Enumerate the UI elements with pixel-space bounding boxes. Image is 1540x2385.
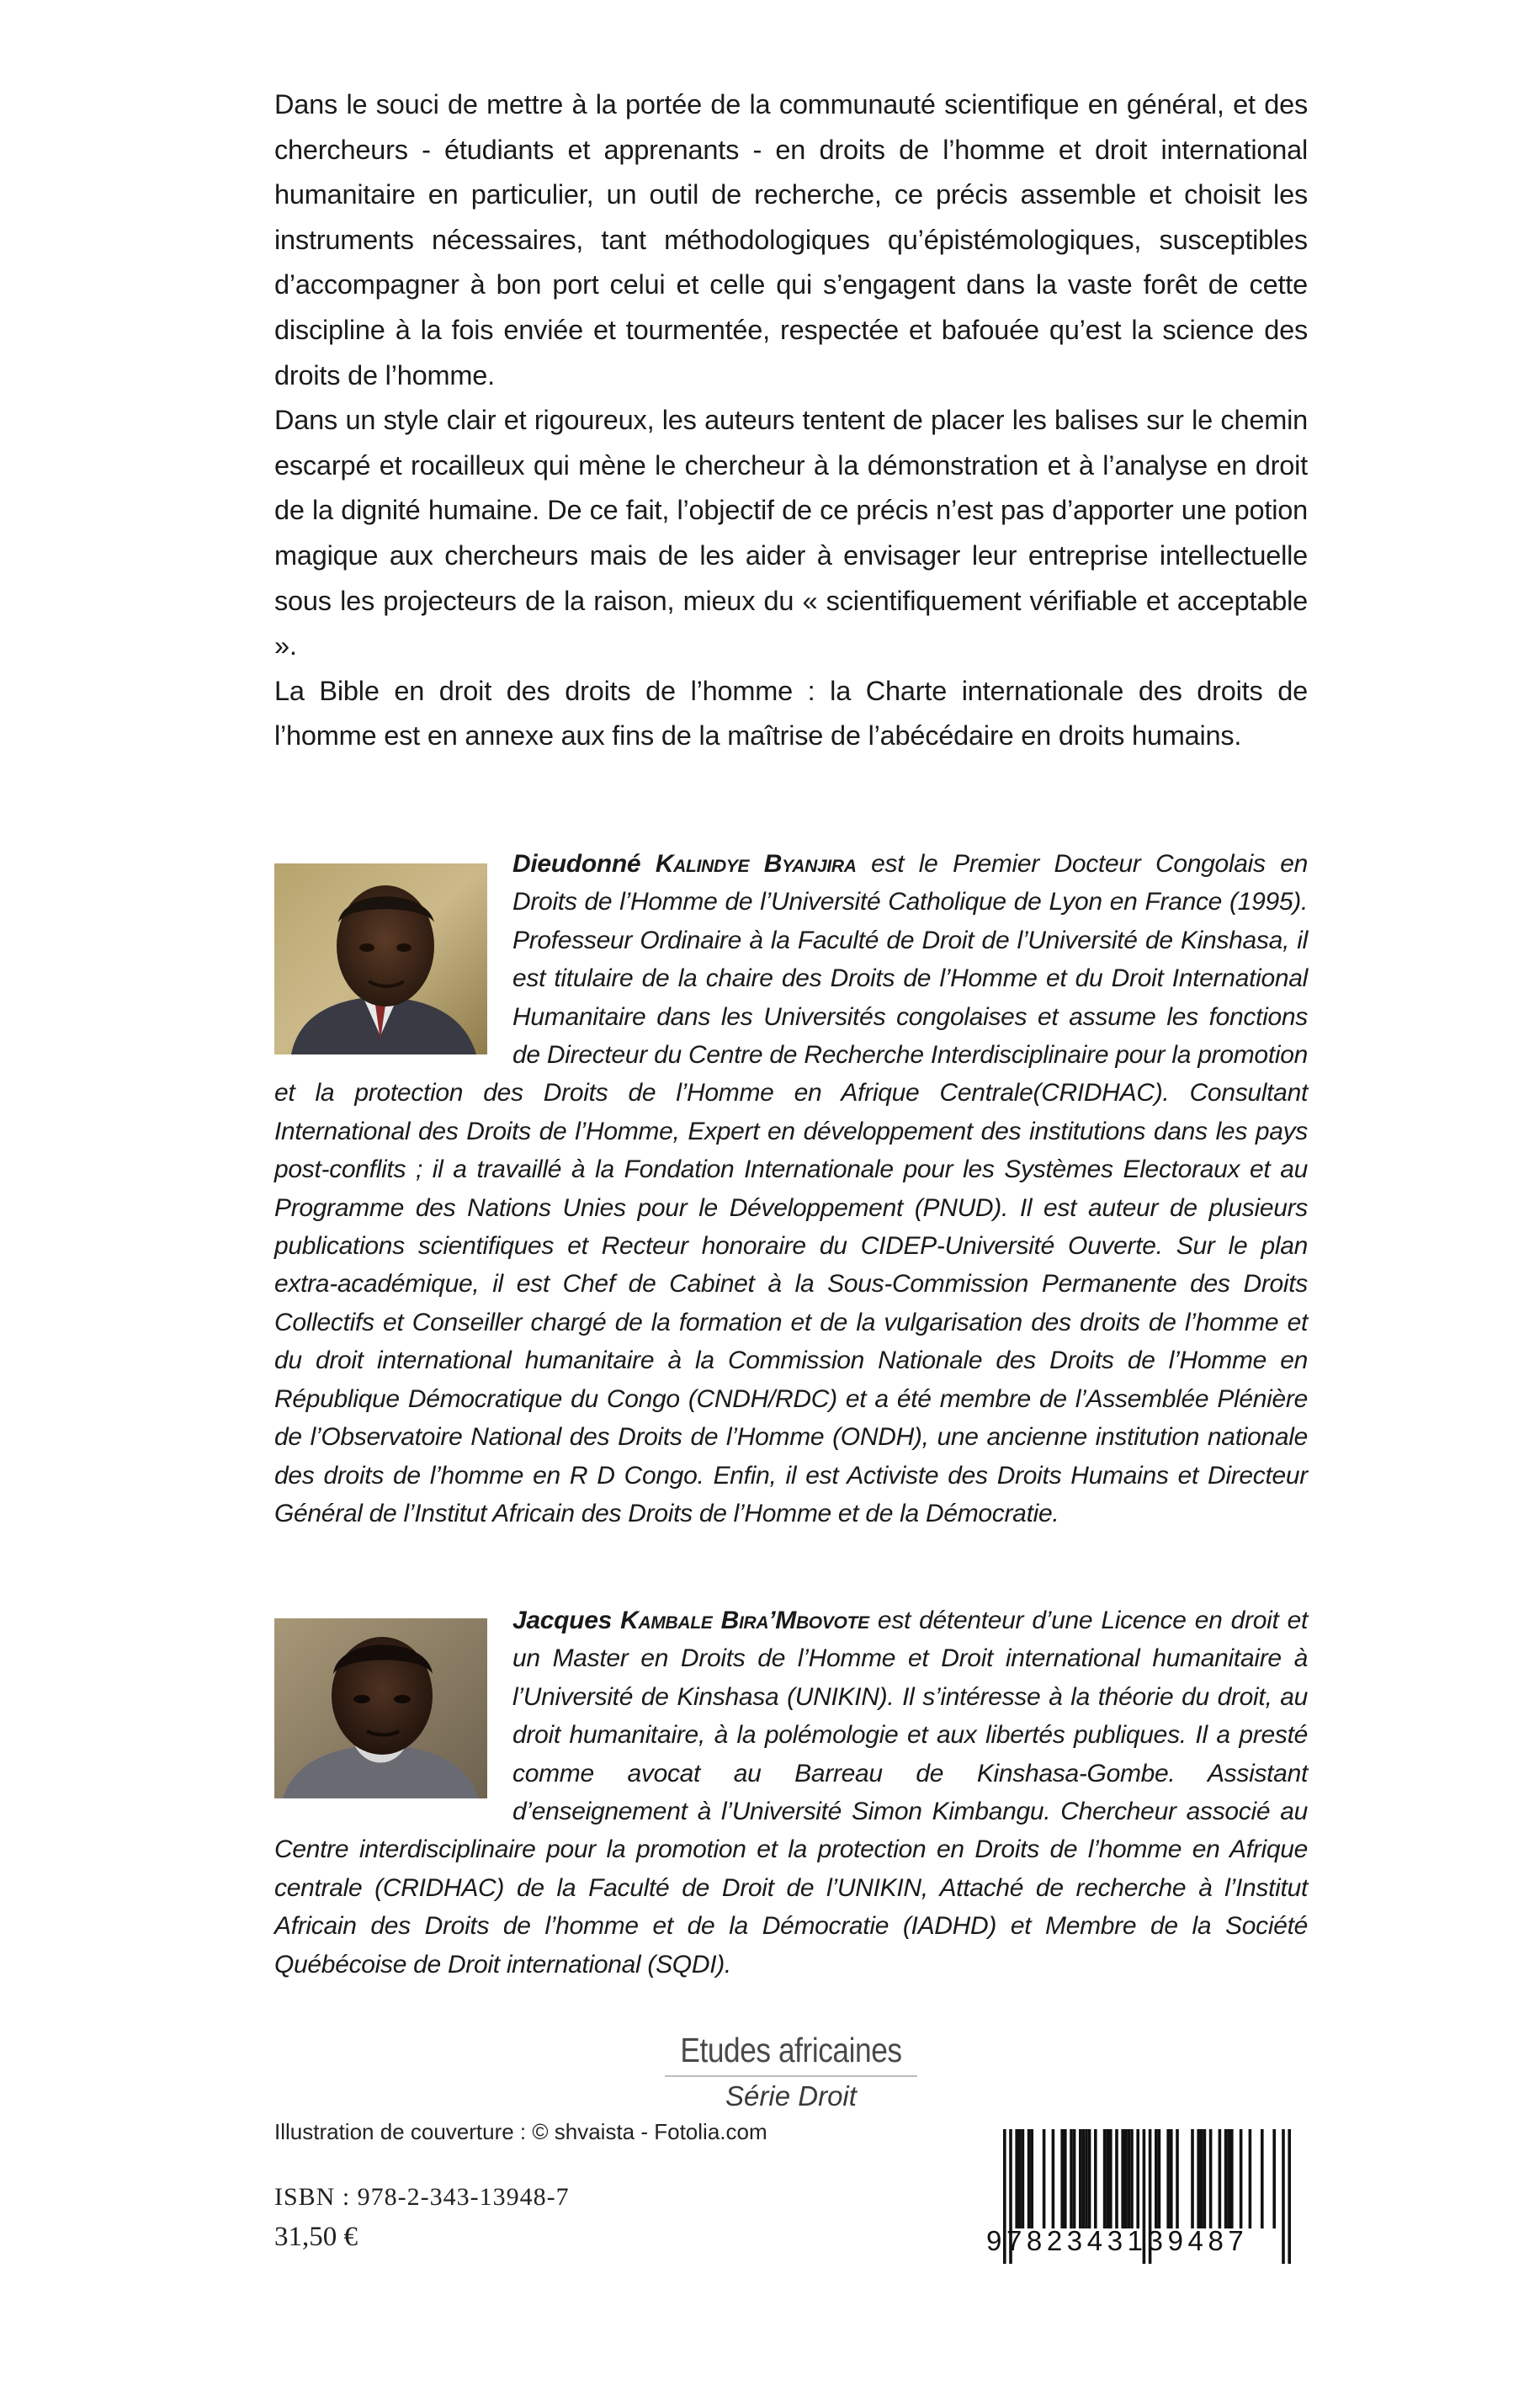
barcode-bar bbox=[1018, 2129, 1022, 2228]
barcode-bar bbox=[1030, 2129, 1033, 2228]
barcode-bar bbox=[1088, 2129, 1091, 2228]
barcode-bar bbox=[1109, 2129, 1113, 2228]
series-divider bbox=[665, 2075, 917, 2077]
author-1-first-name: Dieudonné bbox=[512, 850, 641, 878]
barcode-bar bbox=[1136, 2129, 1139, 2228]
author-2-first-name: Jacques bbox=[512, 1607, 612, 1634]
barcode-bar bbox=[1130, 2129, 1134, 2228]
isbn: ISBN : 978-2-343-13948-7 bbox=[274, 2183, 570, 2211]
author-photo-1 bbox=[274, 863, 487, 1054]
barcode-bar bbox=[1219, 2129, 1222, 2228]
barcode-bar bbox=[1022, 2129, 1025, 2228]
barcode-digits: 9782343139487 bbox=[986, 2225, 1249, 2256]
barcode-bar bbox=[1203, 2129, 1207, 2228]
author-bio-2 bbox=[274, 1602, 1308, 1984]
barcode-bar bbox=[1079, 2129, 1082, 2228]
blurb-paragraph-2: Dans un style clair et rigoureux, les auteurs tentent de placer les balises sur le chemin escarpé et rocailleux qui mène le chercheur à la démonstration et à l’analyse en droit de la dignité humaine. De ce fait, l’objectif de ce précis n’est pas d’apporter une potion magique aux chercheurs mais de les aider à envisager leur entreprise intellectuelle sous les projecteurs de la raison, mieux du « scientifiquement vérifiable et acceptable ». bbox=[274, 405, 1308, 661]
author-photo-2 bbox=[274, 1618, 487, 1798]
barcode-bar bbox=[1128, 2129, 1131, 2228]
barcode-bar bbox=[1158, 2129, 1161, 2228]
barcode bbox=[991, 2129, 1306, 2287]
barcode-bar bbox=[1124, 2129, 1128, 2228]
barcode-bar bbox=[1028, 2129, 1031, 2228]
barcode-bar bbox=[1070, 2129, 1073, 2228]
barcode-bar bbox=[1064, 2129, 1067, 2228]
barcode-bar bbox=[1200, 2129, 1203, 2228]
barcode-bar bbox=[1166, 2129, 1170, 2228]
barcode-bar bbox=[1224, 2129, 1228, 2228]
barcode-bar bbox=[1082, 2129, 1086, 2228]
barcode-bar bbox=[1073, 2129, 1076, 2228]
barcode-bar bbox=[1043, 2129, 1046, 2228]
barcode-bar bbox=[1115, 2129, 1118, 2228]
price: 31,50 € bbox=[274, 2222, 358, 2252]
blurb-paragraph-3: La Bible en droit des droits de l’homme : la Charte internationale des droits de l’homme est en annexe aux fins de la maîtrise de l’abécédaire en droits humains. bbox=[274, 675, 1308, 752]
blurb-paragraph-1: Dans le souci de mettre à la portée de la communauté scientifique en général, et des chercheurs - étudiants et apprenants - en droits de l’homme et droit international humanitaire en particulier, un outil de recherche, ce précis assemble et choisit les instruments nécessaires, tant méthodologiques qu’épistémologiques, susceptibles d’accompagner à bon port celui et celle qui s’engagent dans la vaste forêt de cette discipline à la fois enviée et tourmentée, respectée et bafouée qu’est la science des droits de l’homme. bbox=[274, 89, 1308, 390]
barcode-bar bbox=[1230, 2129, 1234, 2228]
cover-illustration-credit: Illustration de couverture : © shvaista - Fotolia.com bbox=[274, 2119, 767, 2144]
barcode-bar bbox=[1155, 2129, 1158, 2228]
barcode-bar bbox=[1197, 2129, 1200, 2228]
barcode-bar bbox=[1176, 2129, 1179, 2228]
series-subtitle: Série Droit bbox=[725, 2080, 857, 2111]
barcode-bar bbox=[1060, 2129, 1064, 2228]
barcode-bar bbox=[1015, 2129, 1018, 2228]
barcode-bar bbox=[1106, 2129, 1109, 2228]
barcode-bar bbox=[1085, 2129, 1088, 2228]
barcode-bar bbox=[1240, 2129, 1243, 2228]
barcode-bar bbox=[1103, 2129, 1107, 2228]
series-title: Etudes africaines bbox=[680, 2031, 902, 2069]
barcode-bar bbox=[1272, 2129, 1276, 2228]
barcode-bar bbox=[1121, 2129, 1124, 2228]
barcode-bar bbox=[1261, 2129, 1264, 2228]
barcode-bar bbox=[1209, 2129, 1213, 2228]
barcode-bar bbox=[1191, 2129, 1194, 2228]
author-2-bio-text: est détenteur d’une Licence en droit et un Master en Droits de l’Homme et Droit international humanitaire à l’Université de Kinshasa (UNIKIN). Il s’intéresse à la théorie du droit, au droit humanitaire, à la polémologie et aux libertés publiques. Il a presté comme avocat au Barreau de Kinshasa-Gombe. Assistant d’enseignement à l’Université Simon Kimbangu. Chercheur associé au Centre interdisciplinaire pour la promotion et la protection en Droits de l’homme en Afrique centrale (CRIDHAC) de la Faculté de Droit de l’UNIKIN, Attaché de recherche à l’Institut Africain des Droits de l’homme et de la Démocratie (IADHD) et Membre de la Société Québécoise de Droit international (SQDI). bbox=[274, 1607, 1309, 1979]
barcode-bar bbox=[1094, 2129, 1097, 2228]
barcode-bar bbox=[1052, 2129, 1055, 2228]
barcode-bar bbox=[1227, 2129, 1230, 2228]
author-1-bio-text: est le Premier Docteur Congolais en Droits de l’Homme de l’Université Catholique de Lyon en France (1995). Professeur Ordinaire à la Faculté de Droit de l’Université de Kinshasa, il est titulaire de la chaire des Droits de l’Homme et du Droit International Humanitaire dans les Universités congolaises et assume les fonctions de Directeur du Centre de Recherche Interdisciplinaire pour la promotion et la protection des Droits de l’Homme en Afrique Centrale(CRIDHAC). Consultant International des Droits de l’Homme, Expert en développement des institutions dans les pays post-conflits ; il a travaillé à la Fondation Internationale pour les Systèmes Electoraux et au Programme des Nations Unies pour le Développement (PNUD). Il est auteur de plusieurs publications scientifiques et Recteur honoraire du CIDEP-Université Ouverte. Sur le plan extra-académique, il est Chef de Cabinet à la Sous-Commission Permanente des Droits Collectifs et Conseiller chargé de la formation et de la vulgarisation des droits de l’homme et du droit international humanitaire à la Commission Nationale des Droits de l’Homme en République Démocratique du Congo (CNDH/RDC) et a été membre de l’Assemblée Plénière de l’Observatoire National des Droits de l’Homme (ONDH), une ancienne institution nationale des droits de l’homme en R D Congo. Enfin, il est Activiste des Droits Humains et Directeur Général de l’Institut Africain des Droits de l’Homme et de la Démocratie. bbox=[274, 850, 1308, 1527]
author-bio-1 bbox=[274, 845, 1308, 1532]
author-1-last-name: Kalindye Byanjira bbox=[655, 850, 857, 878]
blurb bbox=[274, 82, 1308, 759]
barcode-bars bbox=[991, 2129, 1306, 2287]
barcode-bar bbox=[1249, 2129, 1252, 2228]
barcode-bar bbox=[1170, 2129, 1173, 2228]
author-2-last-name: Kambale Bira’Mbovote bbox=[620, 1607, 869, 1634]
